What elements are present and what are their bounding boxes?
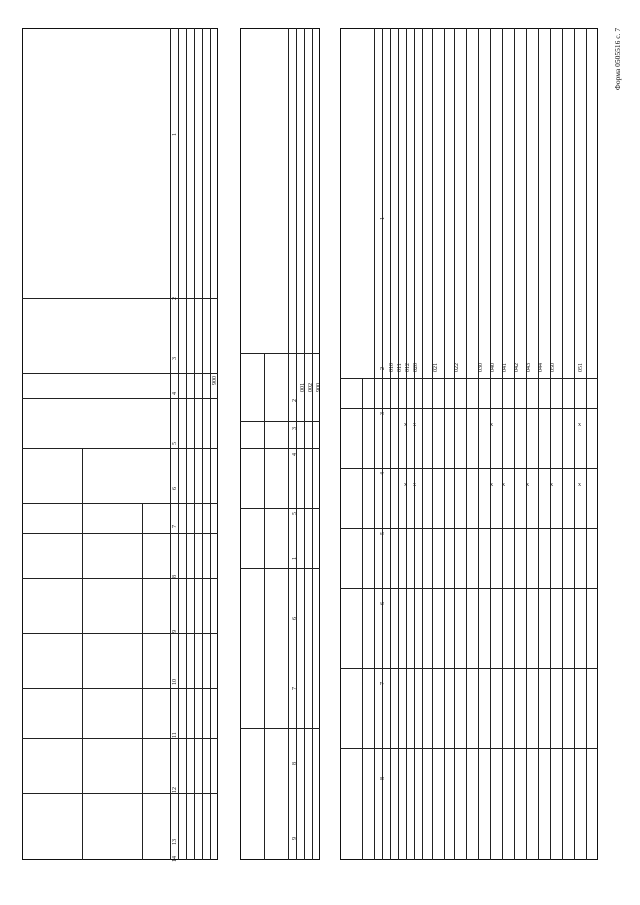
s343-col-3: 3 [172,357,178,360]
s36-col-1: 1 [380,217,386,220]
s36-row-code: 010 [389,363,395,372]
s343-col-11: 11 [172,732,178,738]
s343-col-6: 6 [172,487,178,490]
x-mark: x [490,482,493,488]
x-mark: x [413,482,416,488]
s36-col-2: 2 [380,367,386,370]
s35-col-8: 8 [292,762,298,765]
s35-col-5: 5 [292,512,298,515]
s343-col-4: 4 [172,392,178,395]
x-mark: x [578,422,581,428]
x-mark: x [578,482,581,488]
s36-row-code: 021 [433,363,439,372]
s35-col-3: 3 [292,427,298,430]
s36-row-code: 011 [397,363,403,372]
x-mark: x [502,482,505,488]
s343-col-8: 8 [172,575,178,578]
section-343-table [22,28,218,860]
s36-col-7: 7 [380,682,386,685]
s35-col-7: 7 [292,687,298,690]
s36-col-6: 6 [380,602,386,605]
x-mark: x [526,482,529,488]
s343-total-code: 900 [212,376,218,385]
s35-col-6: 6 [292,617,298,620]
x-mark: x [404,482,407,488]
s343-col-5: 5 [172,442,178,445]
s36-row-code: 030 [478,363,484,372]
s343-col-1: 1 [172,133,178,136]
s343-col-9: 9 [172,630,178,633]
s36-row-code: 044 [538,363,544,372]
x-mark: x [550,482,553,488]
section-35-table [240,28,320,860]
form-code-text: Форма 0505516 с. 7 [613,27,622,91]
s343-col-13: 13 [172,839,178,845]
s36-col-4: 4 [380,472,386,475]
s36-row-code: 051 [578,363,584,372]
s36-row-code: 020 [413,363,419,372]
s36-row-code: 041 [502,363,508,372]
s35-col-1: 1 [292,557,298,560]
s343-col-7: 7 [172,525,178,528]
section-36-table [340,28,598,860]
s36-col-8: 8 [380,777,386,780]
s343-col-14: 14 [172,856,178,862]
s36-col-3: 3 [380,412,386,415]
s343-col-10: 10 [172,679,178,685]
x-mark: x [490,422,493,428]
form-code [604,14,632,104]
s36-row-code: 042 [514,363,520,372]
s36-col-5: 5 [380,532,386,535]
s36-row-code: 022 [454,363,460,372]
x-mark: x [413,422,416,428]
s35-row-code-2: 002 [308,383,314,392]
s36-row-code: 012 [405,363,411,372]
s35-col-2: 2 [292,399,298,402]
s35-col-4: 4 [292,453,298,456]
s343-col-2: 2 [172,297,178,300]
s36-row-code: 040 [490,363,496,372]
s35-col-9: 9 [292,837,298,840]
s35-total-code: 900 [316,383,322,392]
s36-row-code: 043 [526,363,532,372]
s35-row-code-1: 001 [300,383,306,392]
s36-row-code: 050 [550,363,556,372]
x-mark: x [404,422,407,428]
s343-col-12: 12 [172,787,178,793]
